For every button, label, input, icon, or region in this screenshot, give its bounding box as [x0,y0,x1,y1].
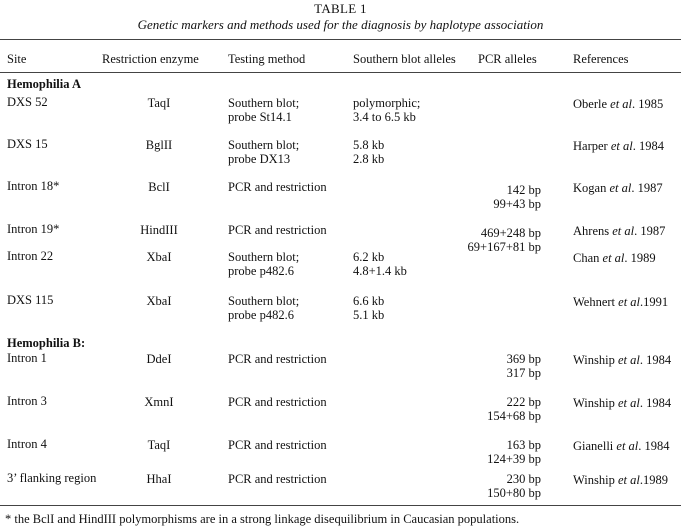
pcr-cell: 369 bp 317 bp [506,352,541,380]
group-label: Hemophilia A [7,77,81,91]
top-rule [0,39,681,40]
southern-cell: 6.2 kb 4.8+1.4 kb [353,250,407,278]
reference-cell [573,181,663,195]
method-cell: Southern blot; probe p482.6 [228,250,300,278]
enzyme-cell: BclI [148,180,170,194]
reference-et-al: et al [607,97,633,111]
enzyme-cell: TaqI [147,96,171,110]
method-cell: Southern blot; probe p482.6 [228,294,300,322]
reference-period: . [631,181,638,195]
reference-period: . [632,139,639,153]
method-cell: PCR and restriction [228,352,327,366]
southern-cell: 6.6 kb 5.1 kb [353,294,385,322]
header-testing-method: Testing method [228,52,306,66]
reference-et-al: et al [615,295,641,309]
site-cell: Intron 18* [7,179,60,193]
reference-year: 1984 [644,439,670,453]
reference-year: 1984 [646,353,672,367]
enzyme-cell: HhaI [146,472,172,486]
header-site: Site [7,52,27,66]
site-cell: Intron 3 [7,394,47,408]
enzyme-cell: XbaI [146,294,172,308]
table-subtitle: Genetic markers and methods used for the diagnosis by haplotype association [137,17,544,32]
reference-et-al: et al [607,139,633,153]
reference-period: . [632,97,639,111]
reference-et-al: et al [614,353,640,367]
site-cell: Intron 22 [7,249,54,263]
site-cell: Intron 19* [7,222,60,236]
reference-year: 1989 [630,251,656,265]
enzyme-cell: TaqI [147,438,171,452]
method-cell: PCR and restriction [228,223,327,237]
method-cell: PCR and restriction [228,180,327,194]
enzyme-cell: HindIII [140,223,178,237]
reference-et-al: et al [614,473,640,487]
reference-cell [573,396,671,410]
reference-period: . [638,439,645,453]
reference-author: Winship [573,473,615,487]
reference-cell [573,473,668,487]
pcr-cell: 163 bp 124+39 bp [487,438,541,466]
footnote: * the BclI and HindIII polymorphisms are in a strong linkage disequilibrium in Caucasian populations. [5,512,520,526]
reference-author: Gianelli [573,439,614,453]
reference-author: Winship [573,353,615,367]
header-pcr-alleles: PCR alleles [478,52,537,66]
reference-year: 1984 [638,139,664,153]
reference-year: 1985 [638,97,664,111]
enzyme-cell: DdeI [146,352,172,366]
reference-year: 1991 [643,295,669,309]
pcr-cell: 469+248 bp 69+167+81 bp [467,226,541,254]
method-cell: PCR and restriction [228,438,327,452]
reference-cell [573,139,664,153]
pcr-cell: 222 bp 154+68 bp [487,395,541,423]
reference-cell [573,439,670,453]
reference-period: . [634,224,641,238]
pcr-cell: 230 bp 150+80 bp [487,472,541,500]
site-cell: DXS 115 [7,293,54,307]
reference-period: . [640,295,644,309]
reference-period: . [639,396,647,410]
method-cell: Southern blot; probe St14.1 [228,96,300,124]
reference-et-al: et al [614,396,640,410]
reference-et-al: et al [613,439,639,453]
reference-et-al: et al [609,224,635,238]
header-southern-blot-alleles: Southern blot alleles [353,52,456,66]
reference-cell [573,295,668,309]
method-cell: PCR and restriction [228,472,327,486]
enzyme-cell: XbaI [146,250,172,264]
reference-cell [573,251,656,265]
reference-period: . [639,473,643,487]
site-cell: DXS 52 [7,95,48,109]
reference-year: 1984 [646,396,672,410]
reference-author: Kogan [573,181,607,195]
enzyme-cell: BglII [145,138,173,152]
header-rule [0,72,681,73]
method-cell: Southern blot; probe DX13 [228,138,300,166]
reference-author: Harper [573,139,608,153]
site-cell: Intron 1 [7,351,47,365]
bottom-rule [0,505,681,506]
reference-et-al: et al [599,251,625,265]
reference-year: 1987 [637,181,663,195]
reference-year: 1989 [642,473,668,487]
reference-cell [573,353,671,367]
pcr-cell: 142 bp 99+43 bp [493,183,541,211]
southern-cell: polymorphic; 3.4 to 6.5 kb [353,96,421,124]
site-cell: Intron 4 [7,437,47,451]
site-cell: 3’ flanking region [7,471,97,485]
site-cell: DXS 15 [7,137,48,151]
reference-author: Chan [573,251,600,265]
header-restriction-enzyme: Restriction enzyme [102,52,199,66]
reference-period: . [639,353,647,367]
reference-year: 1987 [640,224,666,238]
reference-period: . [624,251,631,265]
reference-et-al: et al [606,181,632,195]
reference-author: Wehnert [573,295,616,309]
table-title: TABLE 1 [314,1,367,16]
reference-cell [573,97,663,111]
reference-author: Winship [573,396,615,410]
method-cell: PCR and restriction [228,395,327,409]
enzyme-cell: XmnI [144,395,174,409]
southern-cell: 5.8 kb 2.8 kb [353,138,385,166]
group-label: Hemophilia B: [7,336,86,350]
reference-cell [573,224,665,238]
header-references: References [573,52,629,66]
reference-author: Ahrens [573,224,610,238]
reference-author: Oberle [573,97,608,111]
